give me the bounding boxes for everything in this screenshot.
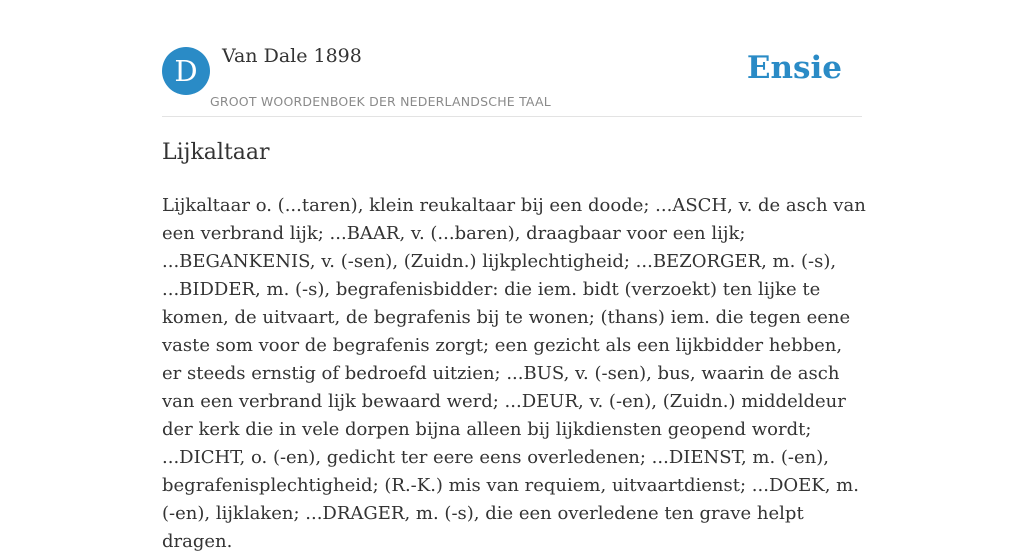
entry-definition: Lijkaltaar o. (...taren), klein reukaltaar bij een doode; ...ASCH, v. de asch van een verbrand lijk; ...BAAR, v. (...baren), draagbaar voor een lijk; ...BEGANKENIS, v. (-sen), (Zuidn.) lijkplechtigheid; ...BEZORGER, m. (-s), ...BIDDER, m. (-s), begrafenisbidder: die iem. bidt (verzoekt) ten lijke te komen, de uitvaart, de begrafenis bij te wonen; (thans) iem. die tegen eene vaste som voor de begrafenis zorgt; een gezicht als een lijkbidder hebben, er steeds ernstig of bedroefd uitzien; ...BUS, v. (-sen), bus, waarin de asch van een verbrand lijk bewaard werd; ...DEUR, v. (-en), (Zuidn.) middeldeur der kerk die in vele dorpen bijna alleen bij lijkdiensten geopend wordt; ...DICHT, o. (-en), gedicht ter eere eens overledenen; ...DIENST, m. (-en), begrafenisplechtigheid; (R.-K.) mis van requiem, uitvaartdienst; ...DOEK, m. (-en), lijklaken; ...DRAGER, m. (-s), die een overledene ten grave helpt dragen. [162, 195, 866, 552]
dictionary-header [162, 44, 862, 117]
entry-title: Lijkaltaar [162, 140, 270, 165]
ensie-logo[interactable]: Ensie [746, 50, 842, 86]
dictionary-title[interactable]: Van Dale 1898 [222, 45, 362, 67]
dictionary-subtitle: GROOT WOORDENBOEK DER NEDERLANDSCHE TAAL [210, 94, 551, 109]
dictionary-logo[interactable]: D [162, 47, 210, 95]
